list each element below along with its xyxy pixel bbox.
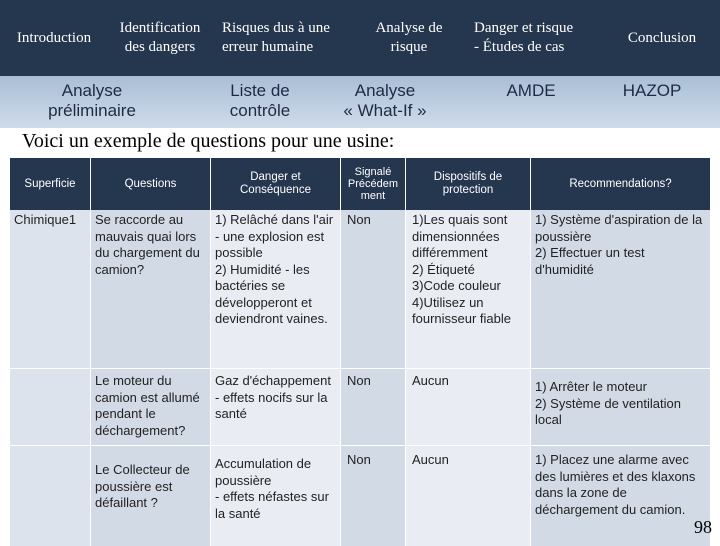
cell-superficie (10, 368, 90, 445)
cell-recommandations: 1) Système d'aspiration de la poussière 2) Effectuer un test d'humidité (530, 210, 710, 368)
cell-signale: Non (340, 210, 405, 368)
subnav-analyse-what-if[interactable]: Analyse « What-If » (343, 81, 427, 120)
nav-analyse-de-risque[interactable]: Analyse de risque (375, 20, 443, 55)
subnav-amde[interactable]: AMDE (506, 81, 556, 100)
table-row (10, 210, 710, 368)
nav-risques-erreur-humaine[interactable]: Risques dus à une erreur humaine (222, 20, 330, 55)
cell-superficie: Chimique1 (10, 210, 90, 368)
cell-signale: Non (340, 445, 405, 546)
cell-recommandations: 1) Arrêter le moteur 2) Système de ventilation local (530, 368, 710, 445)
header-recommandations: Recommendations? (530, 158, 710, 210)
nav-introduction[interactable]: Introduction (16, 30, 92, 46)
header-superficie: Superficie (10, 158, 90, 210)
header-danger-consequence: Danger et Conséquence (210, 158, 340, 210)
header-dispositifs: Dispositifs de protection (405, 158, 530, 210)
cell-recommandations: 1) Placez une alarme avec des lumières et des klaxons dans la zone de déchargement du camion. (530, 445, 710, 546)
cell-question: Le Collecteur de poussière est défaillant ? (90, 445, 210, 546)
cell-question: Se raccorde au mauvais quai lors du chargement du camion? (90, 210, 210, 368)
nav-conclusion[interactable]: Conclusion (627, 30, 697, 46)
nav-identification[interactable]: Identification des dangers (119, 20, 201, 55)
cell-danger: Gaz d'échappement - effets nocifs sur la santé (210, 368, 340, 445)
header-questions: Questions (90, 158, 210, 210)
cell-signale: Non (340, 368, 405, 445)
cell-dispositifs: Aucun (405, 445, 530, 546)
top-navigation (0, 0, 720, 76)
risk-analysis-table (10, 158, 710, 546)
intro-text: Voici un exemple de questions pour une usine: (22, 130, 395, 152)
header-signale: Signalé Précédem ment (340, 158, 405, 210)
cell-superficie (10, 445, 90, 546)
subnav-hazop[interactable]: HAZOP (622, 81, 682, 100)
sub-navigation (0, 76, 720, 128)
cell-dispositifs: Aucun (405, 368, 530, 445)
cell-dispositifs: 1)Les quais sont dimensionnées différemment 2) Étiqueté 3)Code couleur 4)Utilisez un fournisseur fiable (405, 210, 530, 368)
subnav-analyse-preliminaire[interactable]: Analyse préliminaire (48, 81, 136, 120)
cell-danger: Accumulation de poussière - effets néfastes sur la santé (210, 445, 340, 546)
table-row (10, 368, 710, 445)
nav-danger-et-risque[interactable]: Danger et risque - Études de cas (474, 20, 574, 55)
page-number: 98 (694, 517, 712, 537)
cell-question: Le moteur du camion est allumé pendant le déchargement? (90, 368, 210, 445)
table-row (10, 445, 710, 546)
subnav-liste-de-controle[interactable]: Liste de contrôle (229, 81, 291, 120)
table-header-row (10, 158, 710, 210)
cell-danger: 1) Relâché dans l'air - une explosion est possible 2) Humidité - les bactéries se développeront et deviendront vaines. (210, 210, 340, 368)
